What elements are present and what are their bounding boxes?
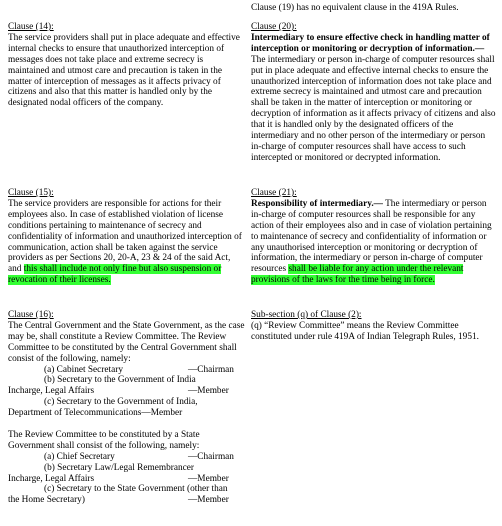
clause-21-block [251, 188, 496, 286]
clause-21-body [251, 199, 496, 286]
state-member-c-cont: the Home Secretary) —Member [8, 495, 229, 506]
clause-15-block [8, 188, 246, 286]
clause-15-highlight: this shall include not only fine but also suspension or revocation of their licenses. [8, 264, 222, 286]
clause-21-text: The intermediary or person in-charge of computer resources shall be responsible for any action of their employees also and in case of violation pertaining to maintenance of secrecy and confidentiality of information or any unauthorised interception or monitoring or decryption of information, the intermediary or person in-charge of computer resources [251, 198, 492, 275]
clause-15-heading: Clause (15): [8, 188, 54, 198]
central-member-c: (c) Secretary to the Government of India, [44, 397, 198, 408]
clause-21-title: Responsibility of intermediary.— [251, 198, 383, 209]
clause-21-heading: Clause (21): [251, 188, 297, 198]
clause-21-highlight: shall be liable for any action under the relevant provisions of the laws for the time being in force. [251, 264, 464, 286]
clause-2q-body: (q) “Review Committee” means the Review Committee constituted under rule 419A of Indian Telegraph Rules, 1951. [251, 320, 479, 342]
clause-15-body [8, 199, 246, 286]
clause-2q-heading: Sub-section (q) of Clause (2): [251, 310, 362, 320]
clause-20-block [251, 22, 496, 164]
clause-2q-block [251, 310, 496, 343]
clause-20-body [251, 33, 496, 164]
top-note: Clause (19) has no equivalent clause in the 419A Rules. [251, 3, 459, 13]
clause-15-text: The service providers are responsible for actions for their employees also. In case of established violation of license conditions pertaining to maintenance of secrecy and confidentiality of information and unauthorized interception of communication, action shall be taken against the service providers as per Sections 20, 20-A, 23 & 24 of the said Act, and [8, 198, 242, 275]
central-member-b: (b) Secretary to the Government of India [44, 375, 196, 386]
clause-16-block [8, 310, 246, 506]
clause-20-heading: Clause (20): [251, 22, 297, 32]
state-member-b: (b) Secretary Law/Legal Remembrancer [44, 462, 194, 473]
clause-20-title: Intermediary to ensure effective check in handling matter of interception or monitoring or decryption of information.— [251, 32, 490, 54]
state-member-a: (a) Chief Secretary —Chairman [44, 451, 234, 462]
central-member-c-cont: Department of Telecommunications—Member [8, 408, 183, 419]
central-member-a: (a) Cabinet Secretary —Chairman [44, 364, 234, 375]
clause-14-heading: Clause (14): [8, 22, 54, 32]
clause-16-intro: The Central Government and the State Government, as the case may be, shall constitute a Review Committee. The Review Committee to be constituted by the Central Government shall consist of the following, namely: [8, 320, 245, 364]
state-member-b-cont: Incharge, Legal Affairs —Member [8, 473, 229, 484]
clause-14-body: The service providers shall put in place adequate and effective internal checks to ensure that unauthorized interception of messages does not take place and extreme secrecy is maintained and utmost care and precaution is taken in the matter of interception of messages as it affects privacy of citizens and also that this matter is handled only by the designated nodal officers of the company. [8, 32, 240, 109]
clause-20-text: The intermediary or person in-charge of computer resources shall put in place adequate and effective internal checks to ensure the unauthorized interception of information does not take place and extreme secrecy is maintained and utmost care and precaution shall be taken in the matter of interception or monitoring or decryption of information as it affects privacy of citizens and also that it is handled only by the designated officers of the intermediary and no other person of the intermediary or person in-charge of computer resources shall have access to such intercepted or monitored or decrypted information. [251, 54, 496, 163]
clause-16-heading: Clause (16): [8, 310, 54, 320]
clause-14-block [8, 22, 246, 109]
state-member-c: (c) Secretary to the State Government (other than [44, 484, 228, 495]
central-member-b-cont: Incharge, Legal Affairs —Member [8, 386, 229, 397]
state-intro: The Review Committee to be constituted by a State Government shall consist of the following, namely: [8, 429, 200, 451]
